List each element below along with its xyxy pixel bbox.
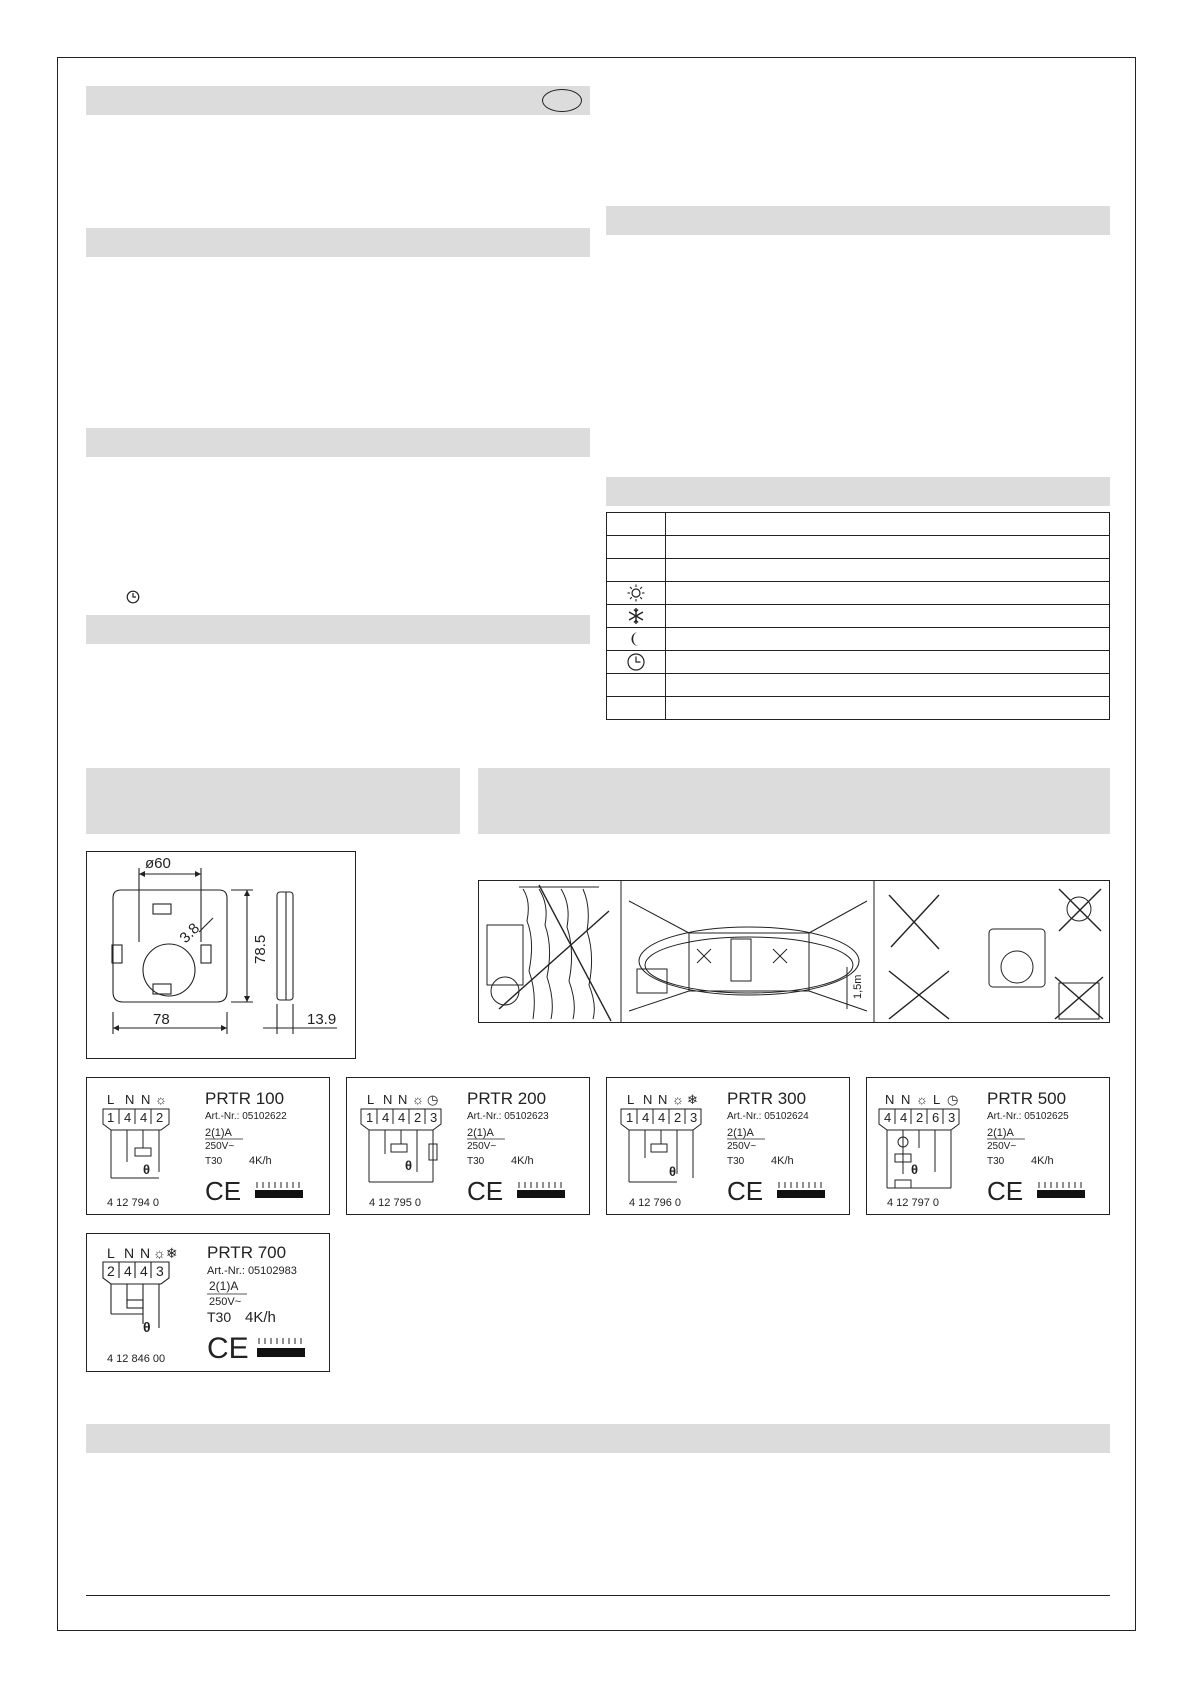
ce-mark-icon: CE (205, 1176, 242, 1206)
ce-mark-icon: CE (207, 1332, 249, 1365)
voltage-rating: 250V~ (987, 1141, 1017, 1152)
product-code: 4 12 797 0 (887, 1197, 939, 1209)
terminal-number: 6 (932, 1110, 940, 1125)
terminal-number: 2 (916, 1110, 924, 1125)
sun-icon (626, 584, 646, 602)
terminal-label: N (885, 1092, 895, 1107)
table-row (607, 582, 1110, 605)
table-row (607, 605, 1110, 628)
depth-label: 13.9 (307, 1011, 337, 1028)
temperature-rating: T30 (205, 1156, 223, 1167)
current-rating: 2(1)A (987, 1127, 1014, 1139)
temperature-rating: T30 (207, 1309, 232, 1325)
temperature-rating: T30 (467, 1156, 485, 1167)
description-cell (666, 582, 1110, 605)
svg-text:θ: θ (669, 1164, 677, 1179)
terminal-label: L (367, 1092, 375, 1107)
terminal-number: 4 (900, 1110, 908, 1125)
terminal-label: N (398, 1092, 408, 1107)
terminal-number: 2 (156, 1110, 164, 1125)
model-name: PRTR 200 (467, 1089, 547, 1108)
table-row (607, 674, 1110, 697)
product-code: 4 12 846 00 (107, 1353, 166, 1365)
terminal-label: N (140, 1245, 151, 1261)
table-row (607, 536, 1110, 559)
svg-text:θ: θ (143, 1162, 151, 1177)
moon-icon (626, 630, 646, 648)
description-cell (666, 536, 1110, 559)
section-header-bar (86, 1424, 1110, 1453)
symbol-cell (607, 651, 666, 674)
current-rating: 2(1)A (209, 1279, 239, 1293)
product-code: 4 12 794 0 (107, 1197, 159, 1209)
terminal-number: 3 (430, 1110, 438, 1125)
article-number: Art.-Nr.: 05102622 (205, 1111, 287, 1122)
description-cell (666, 628, 1110, 651)
model-name: PRTR 300 (727, 1089, 807, 1108)
product-label-prtr500 (866, 1077, 1110, 1215)
section-header-bar (86, 228, 590, 257)
model-name: PRTR 100 (205, 1089, 285, 1108)
description-cell (666, 674, 1110, 697)
table-row (607, 651, 1110, 674)
table-row (607, 559, 1110, 582)
symbol-cell (607, 605, 666, 628)
voltage-rating: 250V~ (205, 1141, 235, 1152)
terminal-number: 2 (414, 1110, 422, 1125)
voltage-rating: 250V~ (727, 1141, 757, 1152)
terminal-number: 4 (382, 1110, 390, 1125)
terminal-label: ◷ (427, 1092, 439, 1107)
symbol-cell (607, 628, 666, 651)
product-code: 4 12 796 0 (629, 1197, 681, 1209)
terminal-number: 4 (124, 1110, 132, 1125)
symbol-table (606, 512, 1110, 720)
symbol-cell (607, 674, 666, 697)
symbol-cell (607, 697, 666, 720)
terminal-label: L (107, 1092, 115, 1107)
terminal-number: 4 (398, 1110, 406, 1125)
barcode-icon (1037, 1190, 1085, 1198)
article-number: Art.-Nr.: 05102625 (987, 1111, 1069, 1122)
terminal-label: N (901, 1092, 911, 1107)
section-header-bar (606, 206, 1110, 235)
terminal-number: 2 (674, 1110, 682, 1125)
rate-rating: 4K/h (245, 1309, 276, 1326)
page-frame (57, 57, 1136, 1631)
current-rating: 2(1)A (205, 1127, 232, 1139)
svg-text:θ: θ (143, 1319, 151, 1335)
diameter-label: ø60 (145, 855, 171, 872)
terminal-label: ◷ (947, 1092, 959, 1107)
terminal-number: 4 (124, 1263, 132, 1279)
table-row (607, 513, 1110, 536)
terminal-label: N (125, 1092, 135, 1107)
terminal-label: N (643, 1092, 653, 1107)
table-row (607, 697, 1110, 720)
terminal-number: 3 (690, 1110, 698, 1125)
voltage-rating: 250V~ (467, 1141, 497, 1152)
terminal-number: 3 (948, 1110, 956, 1125)
section-header-bar (86, 768, 460, 834)
rate-rating: 4K/h (511, 1155, 534, 1167)
terminal-label: L (627, 1092, 635, 1107)
terminal-number: 4 (140, 1263, 148, 1279)
voltage-rating: 250V~ (209, 1296, 242, 1308)
symbol-cell (607, 582, 666, 605)
section-header-bar (86, 428, 590, 457)
description-cell (666, 559, 1110, 582)
barcode-icon (257, 1348, 305, 1357)
model-name: PRTR 500 (987, 1089, 1067, 1108)
rate-rating: 4K/h (249, 1155, 272, 1167)
terminal-number: 1 (366, 1110, 374, 1125)
terminal-label: ☼ (155, 1092, 167, 1107)
ce-mark-icon: CE (987, 1176, 1024, 1206)
terminal-number: 4 (658, 1110, 666, 1125)
terminal-number: 4 (884, 1110, 892, 1125)
dimension-drawing-svg (87, 852, 355, 1058)
product-label-prtr700 (86, 1233, 330, 1372)
description-cell (666, 697, 1110, 720)
terminal-label: N (141, 1092, 151, 1107)
terminal-number: 2 (107, 1263, 115, 1279)
footer-rule (86, 1595, 1110, 1596)
mounting-illustration-svg (479, 881, 1109, 1022)
section-header-bar (606, 477, 1110, 506)
current-rating: 2(1)A (727, 1127, 754, 1139)
product-code: 4 12 795 0 (369, 1197, 421, 1209)
article-number: Art.-Nr.: 05102983 (207, 1265, 297, 1277)
height-mark: 1,5m (852, 974, 864, 999)
symbol-cell (607, 536, 666, 559)
svg-text:θ: θ (911, 1162, 919, 1177)
height-label: 78.5 (252, 934, 269, 964)
section-header-bar (86, 86, 590, 115)
mounting-placement-illustration (478, 880, 1110, 1023)
description-cell (666, 651, 1110, 674)
terminal-number: 1 (107, 1110, 115, 1125)
terminal-number: 3 (156, 1263, 164, 1279)
temperature-rating: T30 (987, 1156, 1005, 1167)
product-label-prtr200 (346, 1077, 590, 1215)
terminal-label: N (658, 1092, 668, 1107)
svg-text:θ: θ (405, 1158, 413, 1173)
article-number: Art.-Nr.: 05102623 (467, 1111, 549, 1122)
barcode-icon (777, 1190, 825, 1198)
terminal-label: ☼ (916, 1092, 928, 1107)
table-row (607, 628, 1110, 651)
current-rating: 2(1)A (467, 1127, 494, 1139)
section-header-bar (478, 768, 1110, 834)
description-cell (666, 513, 1110, 536)
terminal-label: N (124, 1245, 135, 1261)
terminal-label: N (383, 1092, 393, 1107)
width-label: 78 (153, 1011, 170, 1028)
clock-icon (126, 590, 140, 604)
country-code-badge (542, 89, 582, 112)
offset-label: 3.8 (176, 919, 204, 947)
section-header-bar (86, 615, 590, 644)
rate-rating: 4K/h (1031, 1155, 1054, 1167)
barcode-icon (255, 1190, 303, 1198)
dimension-drawing (86, 851, 356, 1059)
terminal-number: 4 (642, 1110, 650, 1125)
product-label-prtr100 (86, 1077, 330, 1215)
terminal-label: L (107, 1245, 115, 1261)
article-number: Art.-Nr.: 05102624 (727, 1111, 809, 1122)
temperature-rating: T30 (727, 1156, 745, 1167)
product-label-prtr300 (606, 1077, 850, 1215)
symbol-cell (607, 513, 666, 536)
rate-rating: 4K/h (771, 1155, 794, 1167)
clock-icon (626, 652, 646, 672)
terminal-label: ☼ (412, 1092, 424, 1107)
terminal-label: L (933, 1092, 941, 1107)
terminal-label: ❄ (687, 1092, 698, 1107)
ce-mark-icon: CE (727, 1176, 764, 1206)
ce-mark-icon: CE (467, 1176, 504, 1206)
barcode-icon (517, 1190, 565, 1198)
model-name: PRTR 700 (207, 1243, 287, 1262)
terminal-label: ☼❄ (153, 1245, 178, 1261)
symbol-cell (607, 559, 666, 582)
terminal-number: 4 (140, 1110, 148, 1125)
terminal-label: ☼ (672, 1092, 684, 1107)
terminal-number: 1 (626, 1110, 634, 1125)
description-cell (666, 605, 1110, 628)
snowflake-icon (626, 607, 646, 625)
